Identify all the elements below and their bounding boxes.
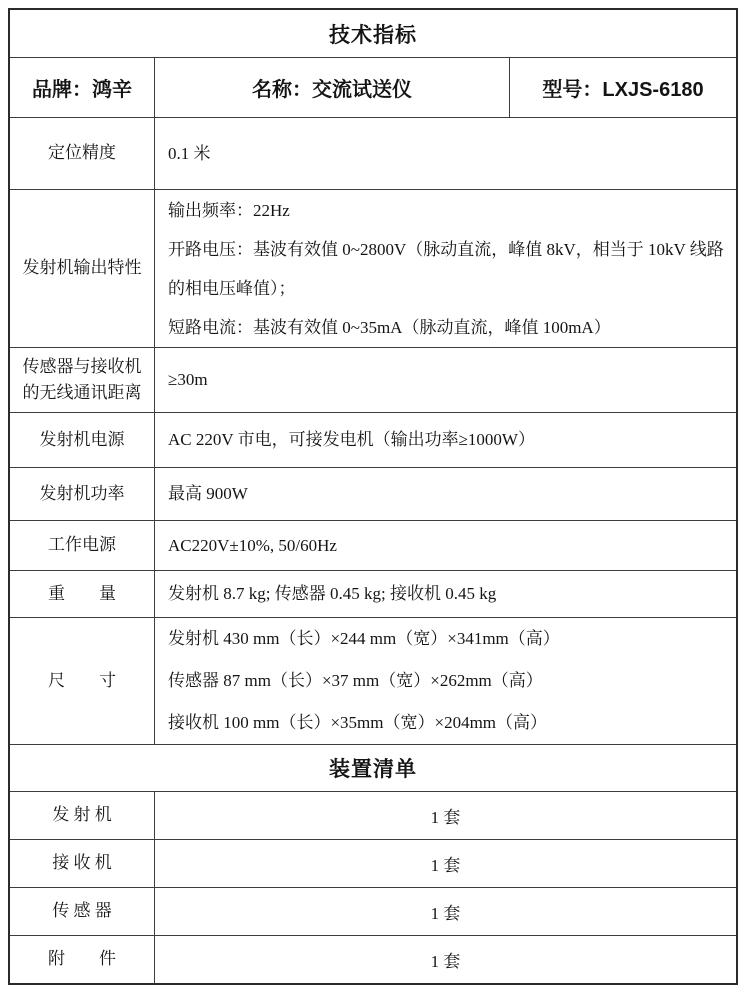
row-label-line: 重 量 bbox=[48, 583, 116, 603]
table-row bbox=[10, 347, 736, 412]
equipment-qty: 1 套 bbox=[430, 808, 461, 827]
row-label-line: 发射机电源 bbox=[39, 429, 125, 449]
row-label bbox=[10, 348, 155, 412]
value-line: AC220V±10%, 50/60Hz bbox=[168, 535, 337, 555]
table-row bbox=[10, 520, 736, 570]
table-row bbox=[10, 887, 736, 935]
row-label bbox=[10, 571, 155, 617]
equipment-label: 接 收 机 bbox=[10, 840, 155, 887]
spec-table bbox=[8, 8, 738, 985]
equipment-section-title: 装置清单 bbox=[329, 758, 417, 781]
value-line: 短路电流：基波有效值 0~35mA（脉动直流，峰值 100mA） bbox=[168, 317, 611, 337]
table-row bbox=[10, 467, 736, 520]
value-line: 发射机 8.7 kg; 传感器 0.45 kg; 接收机 0.45 kg bbox=[168, 584, 497, 604]
row-value bbox=[155, 413, 736, 467]
row-label bbox=[10, 468, 155, 520]
value-line: AC 220V 市电，可接发电机（输出功率≥1000W） bbox=[168, 430, 535, 450]
row-value bbox=[155, 118, 736, 189]
table-row bbox=[10, 117, 736, 189]
equipment-section-header bbox=[10, 744, 736, 791]
row-label-line: 定位精度 bbox=[48, 143, 116, 163]
tech-section-header bbox=[10, 10, 736, 57]
value-line: 发射机 430 mm（长）×244 mm（宽）×341mm（高） bbox=[168, 629, 560, 648]
row-label-line: 的无线通讯距离 bbox=[22, 383, 142, 402]
row-label-line: 发射机输出特性 bbox=[22, 258, 142, 278]
row-label-line: 发射机功率 bbox=[39, 483, 125, 503]
model-cell: 型号：LXJS-6180 bbox=[542, 79, 704, 101]
row-label-line: 传感器与接收机 bbox=[22, 356, 142, 376]
row-label-line: 工作电源 bbox=[48, 535, 116, 555]
row-value bbox=[155, 190, 736, 347]
equipment-qty: 1 套 bbox=[430, 856, 461, 875]
row-value bbox=[155, 521, 736, 570]
value-line: 接收机 100 mm（长）×35mm（宽）×204mm（高） bbox=[168, 713, 548, 732]
row-label bbox=[10, 118, 155, 189]
row-label bbox=[10, 521, 155, 570]
value-line: 最高 900W bbox=[168, 484, 248, 504]
brand-cell: 品牌：鸿辛 bbox=[10, 58, 155, 117]
table-row bbox=[10, 935, 736, 983]
value-line: 传感器 87 mm（长）×37 mm（宽）×262mm（高） bbox=[168, 671, 543, 690]
row-label-line: 尺 寸 bbox=[48, 670, 116, 690]
equipment-qty: 1 套 bbox=[430, 952, 461, 971]
table-row bbox=[10, 189, 736, 347]
brand-row bbox=[10, 57, 736, 117]
table-row bbox=[10, 412, 736, 467]
row-value bbox=[155, 348, 736, 412]
row-label bbox=[10, 618, 155, 744]
value-line: ≥30m bbox=[168, 370, 208, 390]
equipment-label: 发 射 机 bbox=[10, 792, 155, 839]
row-label bbox=[10, 413, 155, 467]
equipment-label: 附 件 bbox=[10, 936, 155, 983]
tech-section-title: 技术指标 bbox=[329, 23, 417, 47]
equipment-label: 传 感 器 bbox=[10, 888, 155, 935]
row-value bbox=[155, 571, 736, 617]
value-line: 0.1 米 bbox=[168, 143, 211, 163]
value-line: 输出频率：22Hz bbox=[168, 200, 290, 220]
row-label bbox=[10, 190, 155, 347]
row-value bbox=[155, 468, 736, 520]
table-row bbox=[10, 617, 736, 744]
value-line: 开路电压：基波有效值 0~2800V（脉动直流，峰值 8kV，相当于 10kV 线路的相电压峰值）； bbox=[168, 239, 724, 298]
table-row bbox=[10, 570, 736, 617]
equipment-qty: 1 套 bbox=[430, 904, 461, 923]
product-name-cell: 名称：交流试送仪 bbox=[155, 58, 510, 117]
table-row bbox=[10, 791, 736, 839]
table-row bbox=[10, 839, 736, 887]
row-value bbox=[155, 618, 736, 744]
